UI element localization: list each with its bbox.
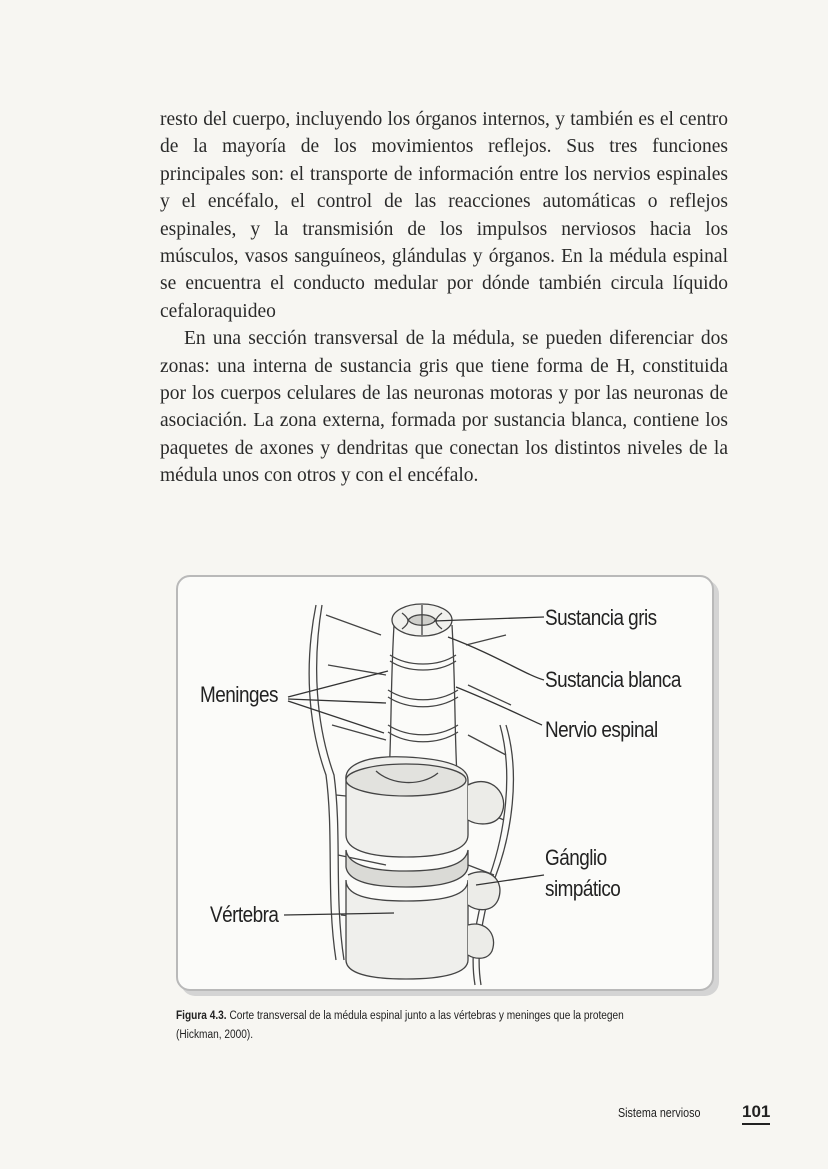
page-number: 101 — [742, 1102, 770, 1125]
paragraph-1: resto del cuerpo, incluyendo los órganos internos, y también es el centro de la mayoría de los movimientos reflejos. Sus tres funciones principales son: el transporte de información entre los nervios espinales y el encéfalo, el control de las reacciones automáticas o reflejos espinales, y la transmisión de los impulsos nerviosos hacia los músculos, vasos sanguíneos, glándulas y órganos. En la médula espinal se encuentra el conducto medular por dónde también circula líquido cefaloraquideo — [160, 109, 728, 322]
label-ganglio-line-2: simpático — [545, 876, 621, 901]
leader-nervio-espinal — [456, 687, 542, 725]
meninge-layer-2 — [388, 690, 458, 707]
label-sustancia-gris: Sustancia gris — [545, 605, 657, 630]
body-text — [160, 106, 728, 490]
caption-prefix: Figura 4.3. — [176, 1010, 227, 1022]
label-nervio-espinal: Nervio espinal — [545, 717, 658, 742]
meninge-layer-3 — [388, 725, 458, 742]
paragraph-2: En una sección transversal de la médula, se pueden diferenciar dos zonas: una interna de sustancia gris que tiene forma de H, constituida por los cuerpos celulares de las neuronas motoras y por las neuronas de asociación. La zona externa, formada por sustancia blanca, contiene los paquetes de axones y dendritas que conectan los distintos niveles de la médula unos con otros y con el encéfalo. — [160, 328, 728, 487]
meninge-layer-1 — [390, 655, 456, 670]
left-nerve-chain — [309, 605, 336, 960]
figure-caption — [176, 1007, 669, 1045]
running-footer-section: Sistema nervioso — [618, 1106, 701, 1120]
label-vertebra: Vértebra — [210, 902, 279, 927]
leader-meninges-2 — [288, 699, 386, 703]
leader-meninges-1 — [288, 671, 388, 697]
label-meninges: Meninges — [200, 682, 278, 707]
caption-text: Corte transversal de la médula espinal junto a las vértebras y meninges que la protegen (Hickman, 2000). — [176, 1010, 624, 1041]
label-ganglio-line-1: Gánglio — [545, 845, 607, 870]
label-sustancia-blanca: Sustancia blanca — [545, 667, 681, 692]
leader-meninges-3 — [288, 701, 384, 733]
vertebra-lower — [346, 880, 468, 979]
leader-sustancia-blanca — [448, 637, 544, 680]
